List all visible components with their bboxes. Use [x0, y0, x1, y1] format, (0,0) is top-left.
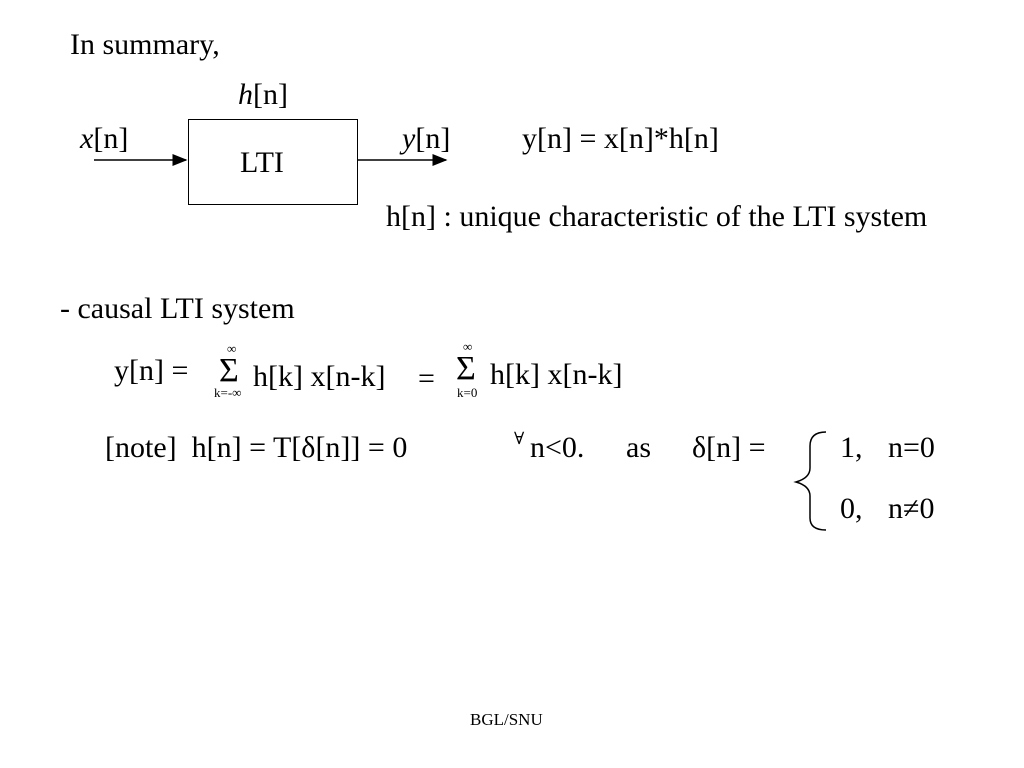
sum2-lower-limit: k=0 [457, 385, 478, 400]
sum-equals: = [418, 362, 435, 395]
note-text: [note] h[n] = T[δ[n]] = 0 [105, 431, 408, 464]
sum1-sigma: Σ [219, 352, 239, 389]
delta-definition: δ[n] = [692, 431, 766, 464]
forall-symbol: ∀ [514, 429, 525, 448]
sum2-term: h[k] x[n-k] [490, 358, 623, 391]
input-symbol: x [80, 122, 94, 155]
impulse-response-symbol: h [238, 78, 253, 111]
sum2-sigma: Σ [456, 350, 476, 387]
case1-condition: n=0 [888, 431, 935, 464]
sum2-upper-limit: ∞ [463, 339, 473, 354]
sum1-term: h[k] x[n-k] [253, 360, 386, 393]
impulse-response-index: [n] [253, 78, 288, 111]
sum1-lower-limit: k=-∞ [214, 385, 242, 400]
output-index: [n] [415, 122, 451, 155]
note-condition: n<0. [530, 431, 585, 464]
input-index: [n] [93, 122, 129, 155]
slide-heading: In summary, [70, 28, 220, 61]
sum-lhs: y[n] = [114, 354, 189, 387]
output-symbol: y [402, 122, 416, 155]
causal-section-title: - causal LTI system [60, 292, 295, 325]
lti-block-label: LTI [240, 146, 284, 179]
slide-footer: BGL/SNU [470, 710, 543, 729]
piecewise-left-brace [796, 432, 826, 530]
case1-value: 1, [840, 431, 863, 464]
sum1-upper-limit: ∞ [227, 341, 237, 356]
case2-condition: n≠0 [888, 492, 935, 525]
convolution-equation: y[n] = x[n]*h[n] [522, 122, 719, 155]
note-as-word: as [626, 431, 651, 464]
case2-value: 0, [840, 492, 863, 525]
characteristic-statement: h[n] : unique characteristic of the LTI system [386, 200, 928, 233]
